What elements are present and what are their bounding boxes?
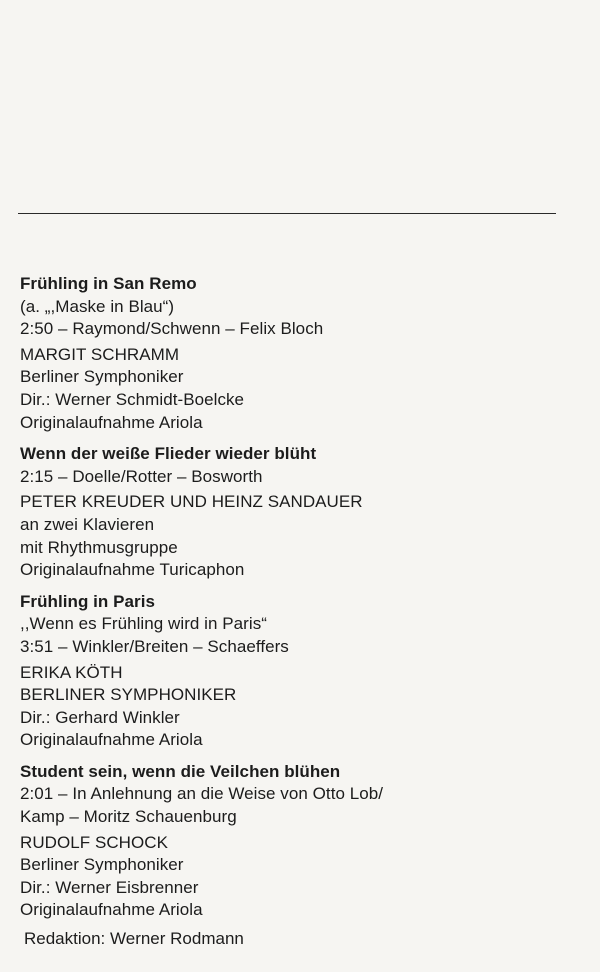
track-title: Student sein, wenn die Veilchen blühen xyxy=(20,761,341,781)
track-performer: PETER KREUDER UND HEINZ SANDAUER xyxy=(20,492,363,512)
track-entry xyxy=(20,443,590,582)
track-performer-line: mit Rhythmusgruppe xyxy=(20,537,178,557)
track-label: Originalaufnahme Ariola xyxy=(20,730,203,750)
editor-credit: Redaktion: Werner Rodmann xyxy=(24,929,244,948)
track-duration-credits-cont: Kamp – Moritz Schauenburg xyxy=(20,807,237,827)
track-performer-line: BERLINER SYMPHONIKER xyxy=(20,685,237,705)
track-entry xyxy=(20,591,590,752)
track-label: Originalaufnahme Ariola xyxy=(20,900,203,920)
track-duration-credits: 2:15 – Doelle/Rotter – Bosworth xyxy=(20,466,263,486)
track-duration-credits: 2:50 – Raymond/Schwenn – Felix Bloch xyxy=(20,319,324,339)
track-performer-line: an zwei Klavieren xyxy=(20,514,155,534)
track-subtitle: ,,Wenn es Frühling wird in Paris“ xyxy=(20,614,267,634)
track-performer-line: Berliner Symphoniker xyxy=(20,367,184,387)
track-entry xyxy=(20,273,590,434)
track-performer: ERIKA KÖTH xyxy=(20,662,123,682)
track-title: Wenn der weiße Flieder wieder blüht xyxy=(20,444,317,464)
track-performer-line: Dir.: Werner Schmidt-Boelcke xyxy=(20,389,245,409)
track-entry xyxy=(20,761,590,922)
track-duration-credits: 3:51 – Winkler/Breiten – Schaeffers xyxy=(20,636,289,656)
track-subtitle: (a. „,Maske in Blau“) xyxy=(20,296,175,316)
track-label: Originalaufnahme Ariola xyxy=(20,412,203,432)
track-title: Frühling in Paris xyxy=(20,591,155,611)
track-performer-line: Dir.: Werner Eisbrenner xyxy=(20,877,199,897)
track-label: Originalaufnahme Turicaphon xyxy=(20,560,245,580)
track-performer-line: Dir.: Gerhard Winkler xyxy=(20,707,180,727)
track-performer: RUDOLF SCHOCK xyxy=(20,832,168,852)
track-duration-credits: 2:01 – In Anlehnung an die Weise von Otto Lob/ xyxy=(20,784,384,804)
track-title: Frühling in San Remo xyxy=(20,274,197,293)
track-list xyxy=(20,273,590,931)
horizontal-rule xyxy=(18,213,556,214)
track-performer-line: Berliner Symphoniker xyxy=(20,855,184,875)
track-performer: MARGIT SCHRAMM xyxy=(20,344,180,364)
